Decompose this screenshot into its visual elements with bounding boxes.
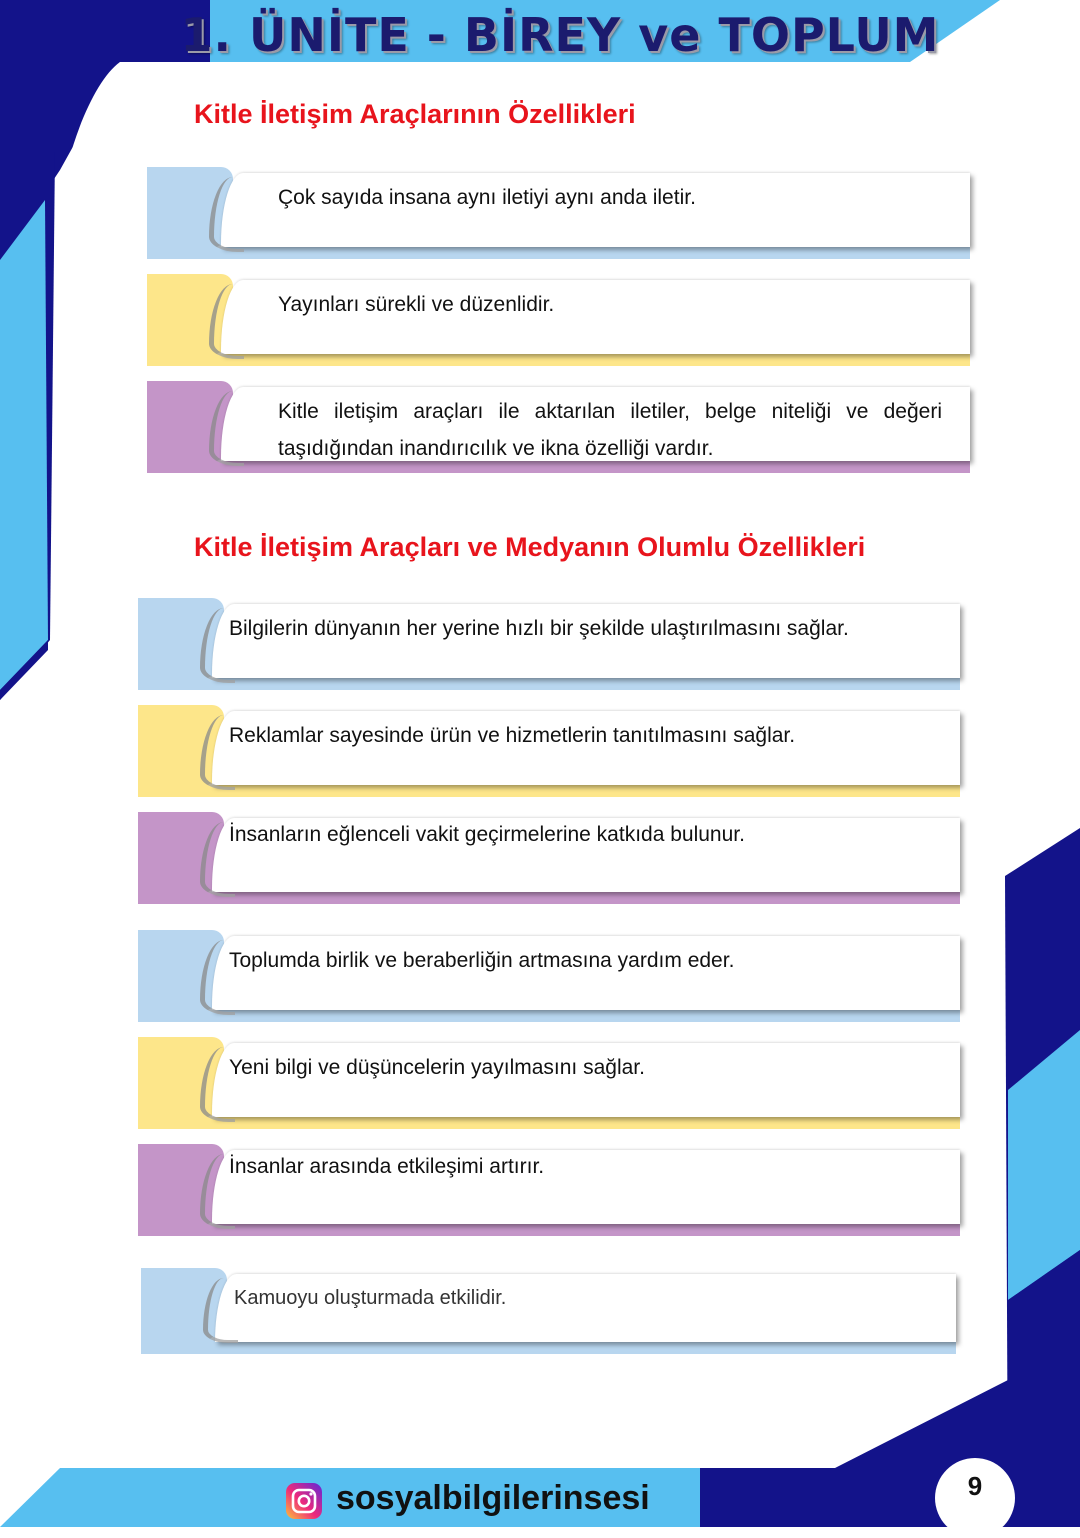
feature-text: Kitle iletişim araçları ile aktarılan iletiler, belge niteliği ve değeri taşıdığından inandırıcılık ve ikna özelliği vardır. (278, 400, 942, 460)
instagram-icon (285, 1482, 323, 1520)
positive-card (138, 598, 960, 690)
feature-text: Çok sayıda insana aynı iletiyi aynı anda iletir. (278, 186, 696, 209)
feature-card (147, 274, 970, 366)
page-number: 9 (935, 1458, 1015, 1538)
positive-card (138, 930, 960, 1022)
positive-card (141, 1268, 956, 1354)
positive-text: Yeni bilgi ve düşüncelerin yayılmasını sağlar. (229, 1056, 645, 1079)
feature-card (147, 381, 970, 473)
positive-card (138, 1037, 960, 1129)
footer-handle: sosyalbilgilerinsesi (336, 1479, 650, 1517)
positive-text: İnsanların eğlenceli vakit geçirmelerine katkıda bulunur. (229, 823, 745, 846)
positive-card (138, 812, 960, 904)
positive-card (138, 1144, 960, 1236)
feature-text: Yayınları sürekli ve düzenlidir. (278, 293, 555, 316)
unit-title: 1. ÜNİTE - BİREY ve TOPLUM (180, 8, 940, 62)
positive-text: İnsanlar arasında etkileşimi artırır. (229, 1155, 545, 1178)
feature-card (147, 167, 970, 259)
positive-text: Bilgilerin dünyanın her yerine hızlı bir şekilde ulaştırılmasını sağlar. (229, 617, 849, 640)
positive-text: Toplumda birlik ve beraberliğin artmasına yardım eder. (229, 949, 735, 972)
section-title-features: Kitle İletişim Araçlarının Özellikleri (194, 99, 636, 129)
positive-card (138, 705, 960, 797)
positive-text: Kamuoyu oluşturmada etkilidir. (234, 1287, 507, 1309)
section-title-positive: Kitle İletişim Araçları ve Medyanın Olumlu Özellikleri (194, 532, 866, 562)
positive-text: Reklamlar sayesinde ürün ve hizmetlerin tanıtılmasını sağlar. (229, 724, 796, 747)
